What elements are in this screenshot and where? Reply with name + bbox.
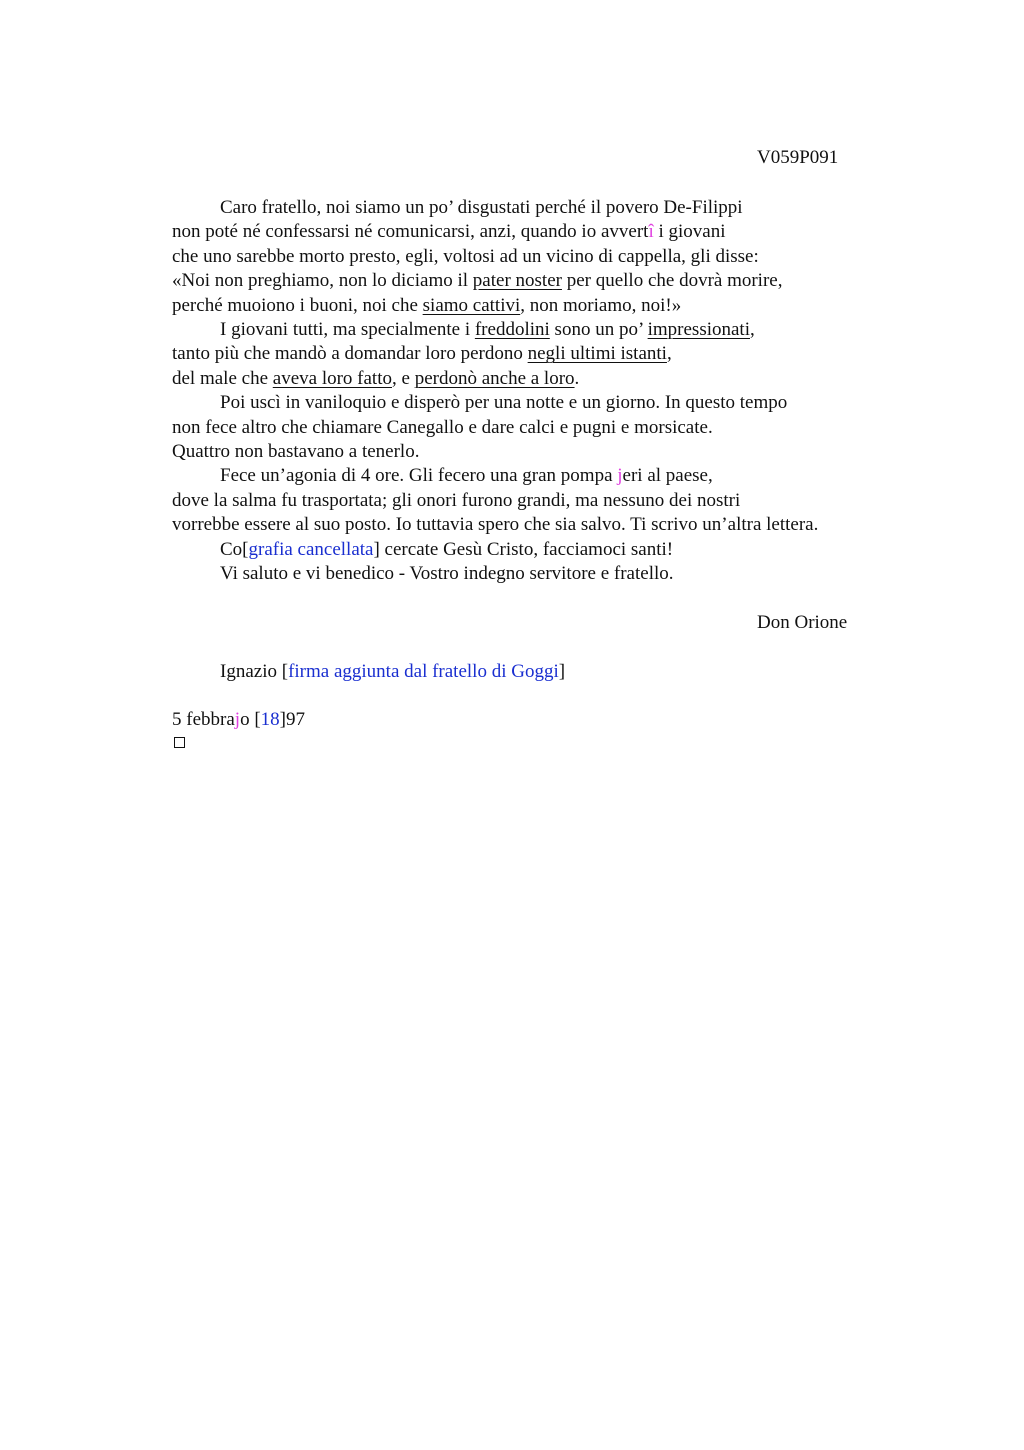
letter-line-7: tanto più che mandò a domandar loro perdono negli ultimi istanti,: [172, 343, 672, 365]
letter-line-2: non poté né confessarsi né comunicarsi, anzi, quando io avvertî i giovani: [172, 221, 726, 243]
signature: Don Orione: [757, 612, 848, 633]
underlined-text: siamo cattivi: [422, 294, 521, 316]
letter-date: 5 febbrajo [18]97: [172, 709, 305, 730]
letter-line-6: I giovani tutti, ma specialmente i freddolini sono un po’ impressionati,: [220, 319, 755, 341]
letter-line-1: Caro fratello, noi siamo un po’ disgustati perché il povero De-Filippi: [220, 197, 743, 218]
variant-letter: j: [234, 709, 241, 730]
underlined-text: freddolini: [474, 319, 550, 341]
editorial-note: firma aggiunta dal fratello di Goggi: [288, 661, 559, 682]
underlined-text: aveva loro fatto: [272, 367, 392, 389]
letter-line-9: Poi uscì in vaniloquio e disperò per una notte e un giorno. In questo tempo: [220, 392, 788, 414]
letter-line-5: perché muoiono i buoni, noi che siamo cattivi, non moriamo, noi!»: [172, 294, 682, 316]
variant-letter: j: [617, 465, 623, 487]
letter-line-8: del male che aveva loro fatto, e perdonò anche a loro.: [172, 367, 580, 389]
letter-line-15: Co[grafia cancellata] cercate Gesù Cristo, facciamoci santi!: [220, 538, 674, 560]
letter-line-4: «Noi non preghiamo, non lo diciamo il pater noster per quello che dovrà morire,: [172, 270, 783, 292]
letter-line-10: non fece altro che chiamare Canegallo e dare calci e pugni e morsicate.: [172, 416, 713, 438]
letter-line-16: Vi saluto e vi benedico - Vostro indegno servitore e fratello.: [220, 563, 674, 585]
letter-line-11: Quattro non bastavano a tenerlo.: [172, 441, 420, 463]
page-code: V059P091: [757, 147, 839, 168]
letter-line-13: dove la salma fu trasportata; gli onori furono grandi, ma nessuno dei nostri: [172, 489, 741, 511]
editorial-note: grafia cancellata: [248, 538, 374, 560]
letter-line-14: vorrebbe essere al suo posto. Io tuttavia spero che sia salvo. Ti scrivo un’altra lettera.: [172, 514, 819, 536]
underlined-text: negli ultimi istanti: [527, 343, 667, 365]
letter-line-3: che uno sarebbe morto presto, egli, voltosi ad un vicino di cappella, gli disse:: [172, 245, 759, 267]
underlined-text: impressionati: [647, 319, 750, 341]
letter-line-12: Fece un’agonia di 4 ore. Gli fecero una gran pompa jeri al paese,: [220, 465, 713, 487]
underlined-text: perdonò anche a loro: [414, 367, 575, 389]
editorial-note: 18: [260, 709, 280, 730]
underlined-text: pater noster: [472, 270, 562, 292]
variant-letter: î: [648, 221, 654, 243]
empty-checkbox-icon: [174, 737, 185, 748]
addendum-line: Ignazio [firma aggiunta dal fratello di Goggi]: [220, 661, 566, 682]
letter-body: [172, 196, 892, 587]
